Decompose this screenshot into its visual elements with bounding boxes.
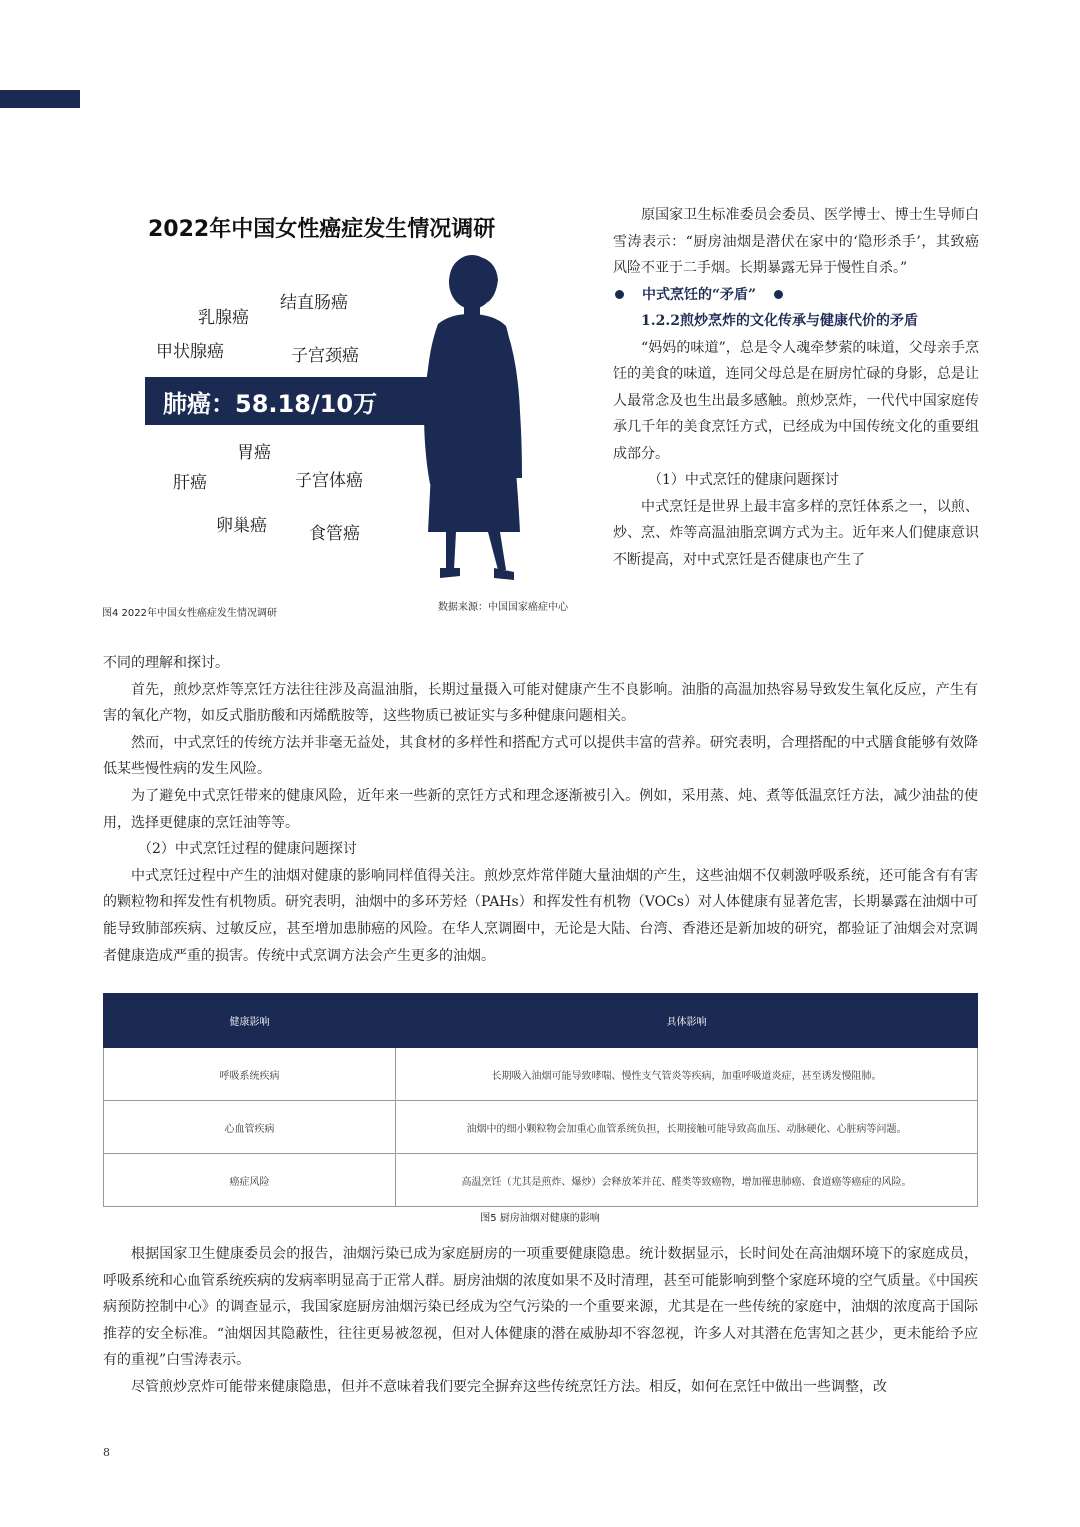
lung-cancer-rate: 肺癌：58.18/10万	[163, 390, 378, 418]
lung-cancer-highlight	[145, 377, 515, 425]
figure-caption: 图4 2022年中国女性癌症发生情况调研	[102, 608, 277, 619]
table-row	[104, 1101, 978, 1154]
paragraph: 然而，中式烹饪的传统方法并非毫无益处，其食材的多样性和搭配方式可以提供丰富的营养。研究表明，合理搭配的中式膳食能够有效降低某些慢性病的发生风险。	[103, 734, 978, 778]
section-heading-text: 中式烹饪的“矛盾”	[642, 286, 757, 303]
cancer-label: 子宫颈癌	[291, 346, 359, 366]
paragraph: 为了避免中式烹饪带来的健康风险，近年来一些新的烹饪方式和理念逐渐被引入。例如，采用蒸、炖、煮等低温烹饪方法，减少油盐的使用，选择更健康的烹饪油等等。	[103, 787, 978, 831]
page-number: 8	[103, 1446, 110, 1459]
paragraph: 根据国家卫生健康委员会的报告，油烟污染已成为家庭厨房的一项重要健康隐患。统计数据显示，长时间处在高油烟环境下的家庭成员，呼吸系统和心血管系统疾病的发病率明显高于正常人群。厨房油烟的浓度如果不及时清理，甚至可能影响到整个家庭环境的空气质量。《中国疾病预防控制中心》的调查显示，我国家庭厨房油烟污染已经成为空气污染的一个重要来源，尤其是在一些传统的家庭中，油烟的浓度高于国际推荐的安全标准。“油烟因其隐蔽性，往往更易被忽视，但对人体健康的潜在威胁却不容忽视，许多人对其潜在危害知之甚少，更未能给予应有的重视”白雪涛表示。	[103, 1246, 978, 1369]
paragraph: 首先，煎炒烹炸等烹饪方法往往涉及高温油脂，长期过量摄入可能对健康产生不良影响。油脂的高温加热容易导致发生氧化反应，产生有害的氧化产物，如反式脂肪酸和丙烯酰胺等，这些物质已被证实与多种健康问题相关。	[103, 681, 978, 725]
table-row	[104, 1154, 978, 1207]
paragraph-label: （2）中式烹饪过程的健康问题探讨	[138, 841, 357, 858]
cancer-label: 甲状腺癌	[156, 342, 224, 362]
bullet-icon	[774, 290, 783, 299]
cancer-label: 结直肠癌	[280, 293, 348, 313]
paragraph: 中式烹饪过程中产生的油烟对健康的影响同样值得关注。煎炒烹炸常伴随大量油烟的产生，这些油烟不仅刺激呼吸系统，还可能含有有害的颗粒物和挥发性有机物质。研究表明，油烟中的多环芳烃（PAHs）和挥发性有机物（VOCs）对人体健康有显著危害，长期暴露在油烟中可能导致肺部疾病、过敏反应，甚至增加患肺癌的风险。在华人烹调圈中，无论是大陆、台湾、香港还是新加坡的研究，都验证了油烟会对烹调者健康造成严重的损害。传统中式烹调方法会产生更多的油烟。	[103, 867, 978, 964]
table-cell: 长期吸入油烟可能导致哮喘、慢性支气管炎等疾病，加重呼吸道炎症，甚至诱发慢阻肺。	[396, 1048, 978, 1101]
paragraph: “妈妈的味道”，总是令人魂牵梦萦的味道，父母亲手烹饪的美食的味道，连同父母总是在厨房忙碌的身影，总是让人最常念及也生出最多感触。煎炒烹炸，一代代中国家庭传承几千年的美食烹饪方式，已经成为中国传统文化的重要组成部分。	[613, 339, 979, 462]
cancer-label: 子宫体癌	[295, 471, 363, 491]
paragraph-label: （1）中式烹饪的健康问题探讨	[648, 472, 839, 488]
paragraph: 原国家卫生标准委员会委员、医学博士、博士生导师白雪涛表示：“厨房油烟是潜伏在家中的‘隐形杀手’，其致癌风险不亚于二手烟。长期暴露无异于慢性自杀。”	[613, 207, 979, 276]
paragraph: 中式烹饪是世界上最丰富多样的烹饪体系之一，以煎、炒、烹、炸等高温油脂烹调方式为主。近年来人们健康意识不断提高，对中式烹饪是否健康也产生了	[613, 498, 979, 568]
bullet-icon	[615, 290, 624, 299]
table-header: 健康影响	[104, 994, 396, 1048]
section-heading	[613, 282, 979, 309]
table-caption: 图5 厨房油烟对健康的影响	[480, 1213, 600, 1224]
table-header-row	[104, 994, 978, 1048]
health-impact-table	[103, 993, 978, 1207]
table-header: 具体影响	[396, 994, 978, 1048]
table-cell: 心血管疾病	[104, 1101, 396, 1154]
right-column	[613, 202, 979, 573]
table-row	[104, 1048, 978, 1101]
cancer-label: 乳腺癌	[198, 308, 249, 328]
table-cell: 癌症风险	[104, 1154, 396, 1207]
body-text-upper	[103, 650, 978, 969]
cancer-label: 卵巢癌	[216, 516, 267, 536]
figure-infographic	[100, 200, 600, 620]
table-cell: 油烟中的细小颗粒物会加重心血管系统负担，长期接触可能导致高血压、动脉硬化、心脏病等问题。	[396, 1101, 978, 1154]
sub-heading: 1.2.2煎炒烹炸的文化传承与健康代价的矛盾	[641, 313, 918, 329]
figure-title: 2022年中国女性癌症发生情况调研	[148, 217, 496, 242]
paragraph: 不同的理解和探讨。	[103, 655, 229, 671]
table-cell: 呼吸系统疾病	[104, 1048, 396, 1101]
corner-accent-bar	[0, 90, 80, 108]
body-text-lower	[103, 1241, 978, 1401]
cancer-label: 胃癌	[237, 443, 271, 463]
figure-source: 数据来源：中国国家癌症中心	[438, 602, 568, 613]
cancer-label: 食管癌	[309, 524, 360, 544]
table-cell: 高温烹饪（尤其是煎炸、爆炒）会释放苯并芘、醛类等致癌物，增加罹患肺癌、食道癌等癌症的风险。	[396, 1154, 978, 1207]
cancer-label: 肝癌	[173, 473, 207, 493]
paragraph: 尽管煎炒烹炸可能带来健康隐患，但并不意味着我们要完全摒弃这些传统烹饪方法。相反，如何在烹饪中做出一些调整，改	[131, 1378, 887, 1395]
